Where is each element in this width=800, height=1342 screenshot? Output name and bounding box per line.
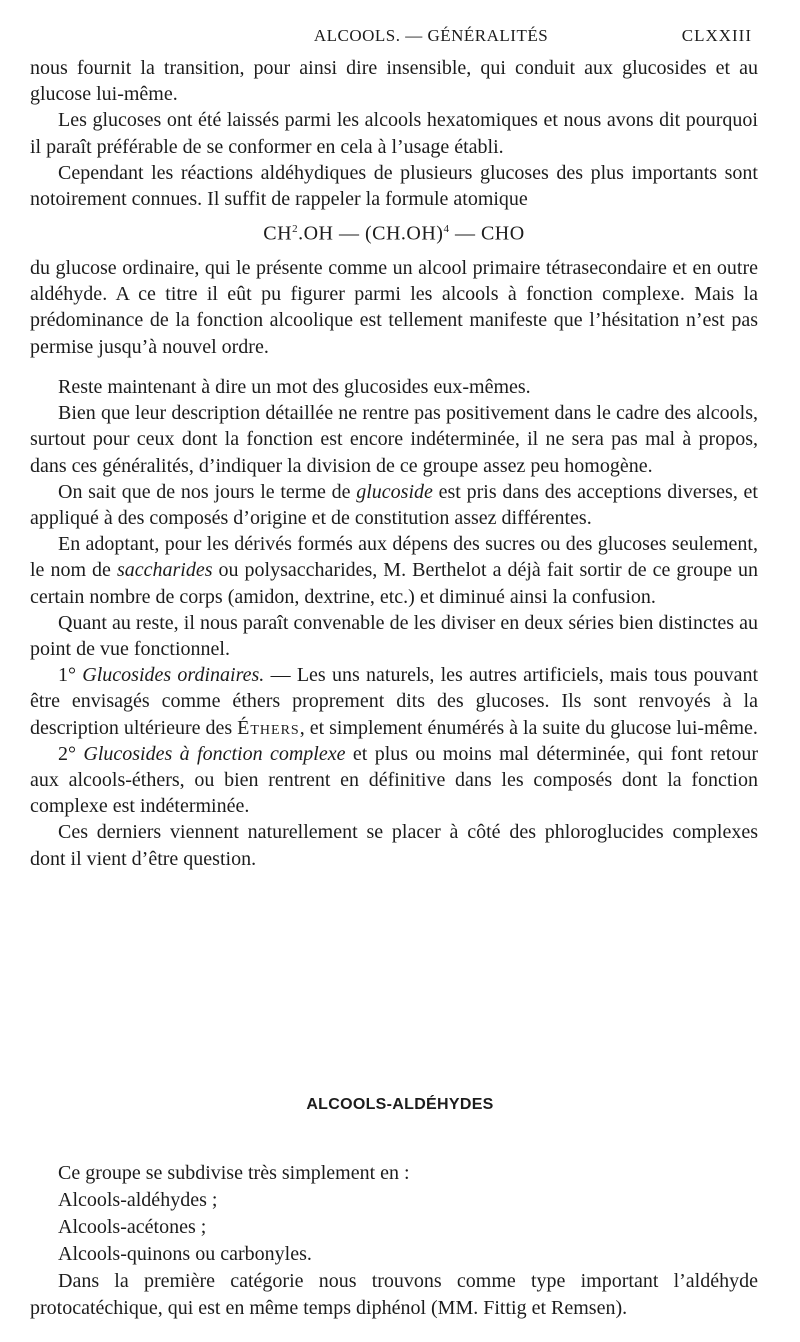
paragraph-2: Les glucoses ont été laissés parmi les alcools hexatomiques et nous avons dit pourquoi il paraît préférable de se conformer en cela à l’usage établi. xyxy=(30,109,758,158)
p8-italic: saccharides xyxy=(116,559,213,582)
p10-number: 1° xyxy=(58,664,83,687)
p11-text-a: et plus ou moins mal déterminée, qui font retour aux alcools-éthers, ou bien rentrent en définitive dans les composés dont la fonction complexe est indéterminée. xyxy=(30,742,758,818)
section-title: ALCOOLS-ALDÉHYDES xyxy=(306,1096,494,1113)
p8-text-a: En adoptant, pour les dérivés formés aux dépens des sucres ou des glucoses seulement, le nom de xyxy=(30,533,758,582)
p10-text-b: , et simplement énumérés à la suite du glucose lui-même. xyxy=(299,716,758,739)
p7-text-b: est pris dans des acceptions diverses, et appliqué à des composés d’origine et de constitution assez différentes. xyxy=(30,480,758,529)
paragraph-9: Quant au reste, il nous paraît convenable de les diviser en deux séries bien distinctes au point de vue fonctionnel. xyxy=(30,611,758,660)
section-intro: Ce groupe se subdivise très simplement en : xyxy=(58,1162,410,1184)
paragraph-3: Cependant les réactions aldéhydiques de plusieurs glucoses des plus importants sont notoirement connues. Il suffit de rappeler la formule atomique xyxy=(30,161,758,211)
formula-sup-b: 4 xyxy=(443,223,450,236)
paragraph-5: Reste maintenant à dire un mot des glucosides eux-mêmes. xyxy=(58,375,531,398)
paragraph-7 xyxy=(30,479,758,531)
paragraph-4: du glucose ordinaire, qui le présente comme un alcool primaire tétrasecondaire et en outre aldéhyde. A ce titre il eût pu figurer parmi les alcools à fonction complexe. Mais la prédominance de la fonction alcoolique est tellement manifeste que l’hésitation n’est pas permise jusqu’à nouvel ordre. xyxy=(30,257,758,358)
formula-part-a: CH xyxy=(263,222,293,245)
paragraph-12: Ces derniers viennent naturellement se placer à côté des phloroglucides complexes dont il vient d’être question. xyxy=(30,821,758,870)
p10-smallcaps: Éthers xyxy=(237,716,300,739)
p10-italic: Glucosides ordinaires. xyxy=(82,664,265,687)
list-item: Alcools-acétones ; xyxy=(58,1216,207,1238)
section-last-paragraph: Dans la première catégorie nous trouvons comme type important l’aldéhyde protocatéchique, qui est en même temps diphénol (MM. Fittig et Remsen). xyxy=(30,1270,758,1319)
paragraph-gap xyxy=(30,360,758,374)
glucose-formula xyxy=(30,216,758,247)
list-item: Alcools-aldéhydes ; xyxy=(58,1189,218,1211)
paragraph-1: nous fournit la transition, pour ainsi dire insensible, qui conduit aux glucosides et au glucose lui-même. xyxy=(30,57,758,106)
p8-text-b: ou polysaccharides, M. Berthelot a déjà fait sortir de ce groupe un certain nombre de corps (amidon, dextrine, etc.) et diminué ainsi la confusion. xyxy=(30,559,758,608)
p11-number: 2° xyxy=(58,742,84,765)
p7-italic: glucoside xyxy=(356,480,433,503)
formula-part-c: — CHO xyxy=(449,222,525,245)
paragraph-11 xyxy=(30,741,758,820)
page-number: CLXXIII xyxy=(681,26,752,45)
paragraph-8 xyxy=(30,531,758,610)
p11-italic: Glucosides à fonction complexe xyxy=(83,742,346,765)
p10-text-a: — Les uns naturels, les autres artificiels, mais tous pouvant être envisagés comme éthers proprement dits des glucoses. Ils sont renvoyés à la description ultérieure des xyxy=(30,664,759,739)
section-text xyxy=(30,1160,758,1322)
main-text xyxy=(30,55,758,872)
formula-sup-a: 2 xyxy=(292,223,299,236)
paragraph-6: Bien que leur description détaillée ne rentre pas positivement dans le cadre des alcools, surtout pour ceux dont la fonction est encore indéterminée, il ne sera pas mal à propos, dans ces généralités, d’indiquer la division de ce groupe assez peu homogène. xyxy=(30,402,758,477)
page-header xyxy=(30,26,752,52)
p7-text-a: On sait que de nos jours le terme de xyxy=(58,480,357,503)
formula-part-b: .OH — (CH.OH) xyxy=(298,222,444,245)
paragraph-10 xyxy=(30,662,758,741)
list-item: Alcools-quinons ou carbonyles. xyxy=(58,1243,312,1265)
running-title: ALCOOLS. — GÉNÉRALITÉS xyxy=(313,26,549,45)
